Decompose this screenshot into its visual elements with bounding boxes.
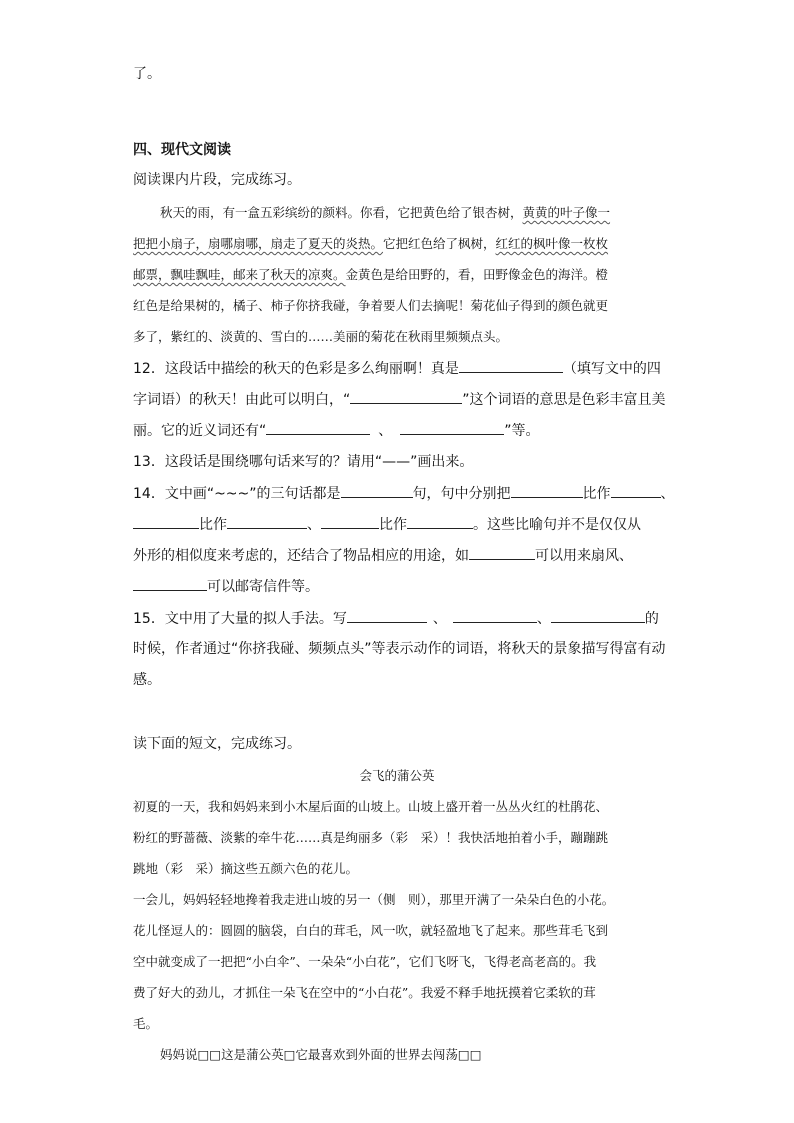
q15-line-1	[133, 608, 659, 629]
story-line: 花儿怪逗人的：圆圆的脑袋，白白的茸毛，风一吹，就轻盈地飞了起来。那些茸毛飞到	[133, 923, 609, 938]
answer-blank[interactable]	[341, 483, 413, 498]
answer-blank[interactable]	[551, 608, 645, 623]
q15-text: 、	[536, 611, 551, 627]
wavy-sentence: 红红的枫叶像一枚枚	[495, 236, 609, 251]
q12-text: （填写文中的四	[562, 361, 661, 377]
q14-text: 比作	[582, 486, 611, 502]
q14-line-3	[133, 545, 633, 566]
answer-blank[interactable]	[511, 483, 583, 498]
story-line: 妈妈说□□这是蒲公英□它最喜欢到外面的世界去闯荡□□	[160, 1047, 482, 1062]
wavy-sentence: 黄黄的叶子像一	[522, 205, 611, 220]
story-line: 费了好大的劲儿，才抓住一朵飞在空中的“小白花”。我爱不释手地抚摸着它柔软的茸	[133, 985, 596, 1000]
story-line: 初夏的一天，我和妈妈来到小木屋后面的山坡上。山坡上盛开着一丛丛火红的杜鹃花、	[133, 799, 609, 814]
q14-text: 比作	[379, 517, 407, 533]
q12-text: 丽。它的近义词还有“	[133, 423, 267, 439]
passage-text: 它把红色给了枫树，	[383, 236, 496, 251]
q12-line-3	[133, 420, 540, 441]
passage-line-3	[133, 265, 608, 285]
q14-line-4	[133, 576, 319, 597]
q14-text: 比作	[199, 517, 227, 533]
q15-line-3: 感。	[133, 672, 161, 688]
reading1-instruction: 阅读课内片段，完成练习。	[133, 172, 301, 188]
q12-line-1	[133, 358, 661, 379]
answer-blank[interactable]	[133, 514, 199, 529]
story-line: 粉红的野蔷薇、淡紫的牵牛花……真是绚丽多（彩 采）！我快活地拍着小手，蹦蹦跳	[133, 830, 609, 845]
wavy-sentence: 邮票，飘哇飘哇，邮来了秋天的凉爽。	[133, 267, 346, 282]
q14-text: 。这些比喻句并不是仅仅从	[473, 517, 641, 533]
story-line: 一会儿，妈妈轻轻地搀着我走进山坡的另一（侧 则），那里开满了一朵朵白色的小花。	[133, 892, 615, 907]
top-fragment: 了。	[133, 66, 161, 82]
reading2-instruction: 读下面的短文，完成练习。	[133, 736, 301, 752]
wavy-sentence: 把把小扇子，扇哪扇哪，扇走了夏天的炎热。	[133, 236, 384, 251]
answer-blank[interactable]	[133, 576, 207, 591]
passage-line-5: 多了，紫红的、淡黄的、雪白的……美丽的菊花在秋雨里频频点头。	[133, 329, 509, 344]
q15-text: 的	[644, 611, 659, 627]
q12-text: 12．这段话中描绘的秋天的色彩是多么绚丽啊！真是	[133, 361, 459, 377]
q15-line-2: 时候，作者通过“你挤我碰、频频点头”等表示动作的词语，将秋天的景象描写得富有动	[133, 641, 666, 657]
q15-text: 、	[432, 611, 447, 627]
q12-text: ”等。	[504, 423, 540, 439]
q14-text: 14．文中画“~~~”的三句话都是	[133, 486, 341, 502]
q14-text: 、	[660, 486, 675, 502]
q14-line-1	[133, 483, 675, 504]
passage-text: 秋天的雨，有一盒五彩缤纷的颜料。你看，它把黄色给了银杏树，	[160, 205, 523, 220]
answer-blank[interactable]	[400, 420, 504, 435]
q12-text: ”这个词语的意思是色彩丰富且美	[462, 392, 666, 408]
passage-text: 金黄色是给田野的，看，田野像金色的海洋。橙	[345, 267, 609, 282]
story-line: 空中就变成了一把把“小白伞”、一朵朵“小白花”，它们飞呀飞，飞得老高老高的。我	[133, 954, 597, 969]
q12-line-2	[133, 389, 666, 410]
section-title: 四、现代文阅读	[133, 142, 231, 158]
q14-text: 、	[307, 517, 321, 533]
answer-blank[interactable]	[611, 483, 661, 498]
q14-text: 句，句中分别把	[412, 486, 511, 502]
answer-blank[interactable]	[350, 389, 462, 404]
answer-blank[interactable]	[459, 358, 563, 373]
passage-line-1	[160, 203, 610, 223]
q12-text: 字词语）的秋天！由此可以明白，“	[133, 392, 351, 408]
answer-blank[interactable]	[453, 608, 537, 623]
answer-blank[interactable]	[321, 514, 379, 529]
story-line: 毛。	[133, 1016, 159, 1031]
story-line: 跳地（彩 采）摘这些五颜六色的花儿。	[133, 861, 359, 876]
answer-blank[interactable]	[407, 514, 473, 529]
passage-line-4: 红色是给果树的，橘子、柿子你挤我碰，争着要人们去摘呢！菊花仙子得到的颜色就更	[133, 298, 609, 313]
reading2-title: 会飞的蒲公英	[359, 768, 435, 783]
q14-text: 可以邮寄信件等。	[207, 579, 319, 595]
answer-blank[interactable]	[347, 608, 427, 623]
q12-text: 、	[378, 423, 393, 439]
q14-text: 外形的相似度来考虑的，还结合了物品相应的用途，如	[133, 548, 469, 564]
q13: 13．这段话是围绕哪句话来写的？请用“——”画出来。	[133, 454, 474, 470]
answer-blank[interactable]	[266, 420, 370, 435]
answer-blank[interactable]	[227, 514, 307, 529]
q14-text: 可以用来扇风、	[535, 548, 633, 564]
passage-line-2	[133, 234, 608, 254]
q14-line-2	[133, 514, 641, 535]
answer-blank[interactable]	[469, 545, 535, 560]
q15-text: 15．文中用了大量的拟人手法。写	[133, 611, 347, 627]
